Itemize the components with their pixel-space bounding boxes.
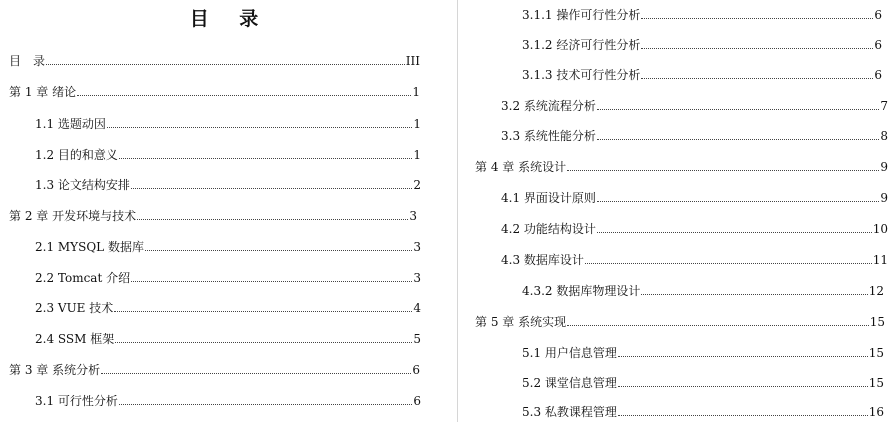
toc-entry-page: 4: [413, 301, 421, 315]
dot-leader: [46, 64, 405, 65]
toc-entry-page: 5: [413, 332, 421, 346]
toc-entry-label: 4.1 界面设计原则: [501, 191, 596, 205]
toc-entry-label: 4.2 功能结构设计: [501, 222, 596, 236]
toc-entry-5-2[interactable]: [522, 375, 884, 391]
toc-entry-page: 2: [413, 178, 421, 192]
toc-entry-chapter-1[interactable]: [9, 84, 420, 100]
toc-entry-chapter-3[interactable]: [9, 362, 420, 378]
toc-entry-page: 3: [413, 240, 421, 254]
toc-entry-label: 3.3 系统性能分析: [501, 129, 596, 143]
toc-entry-2-4[interactable]: [35, 331, 421, 347]
dot-leader: [618, 386, 868, 387]
toc-entry-label: 第 4 章 系统设计: [475, 160, 567, 174]
dot-leader: [641, 78, 873, 79]
toc-entry-label: 目 录: [9, 54, 46, 68]
dot-leader: [597, 109, 879, 110]
toc-entry-label: 第 2 章 开发环境与技术: [9, 209, 137, 223]
dot-leader: [585, 263, 872, 264]
toc-entry-label: 1.3 论文结构安排: [35, 178, 130, 192]
toc-entry-chapter-4[interactable]: [475, 159, 888, 175]
toc-entry-page: 6: [412, 363, 420, 377]
dot-leader: [597, 232, 872, 233]
toc-entry-page: 16: [868, 405, 884, 419]
dot-leader: [119, 158, 412, 159]
toc-entry-label: 3.1.2 经济可行性分析: [522, 38, 641, 52]
toc-entry-label: 3.1 可行性分析: [35, 394, 118, 408]
toc-entry-page: 6: [874, 38, 882, 52]
dot-leader: [618, 356, 868, 357]
toc-entry-5-3[interactable]: [522, 404, 884, 420]
toc-entry-label: 3.1.3 技术可行性分析: [522, 68, 641, 82]
toc-page-right: [468, 0, 888, 422]
toc-entry-page: 8: [880, 129, 888, 143]
dot-leader: [119, 404, 412, 405]
toc-entry-label: 5.2 课堂信息管理: [522, 376, 617, 390]
toc-entry-3-1[interactable]: [35, 393, 421, 409]
toc-entry-label: 2.3 VUE 技术: [35, 301, 114, 315]
toc-entry-2-2[interactable]: [35, 270, 421, 286]
toc-entry-4-3-2[interactable]: [522, 283, 884, 299]
toc-title: 目 录: [189, 8, 271, 30]
toc-entry-3-1-1[interactable]: [522, 7, 882, 23]
toc-entry-5-1[interactable]: [522, 345, 884, 361]
dot-leader: [641, 294, 867, 295]
toc-entry-4-3[interactable]: [501, 252, 888, 268]
toc-entry-4-1[interactable]: [501, 190, 888, 206]
toc-entry-label: 5.3 私教课程管理: [522, 405, 617, 419]
toc-entry-page: 15: [868, 346, 884, 360]
toc-entry-chapter-2[interactable]: [9, 208, 417, 224]
toc-entry-page: 10: [872, 222, 888, 236]
toc-entry-label: 4.3 数据库设计: [501, 253, 584, 267]
toc-entry-page: 12: [868, 284, 884, 298]
toc-entry-page: 1: [413, 117, 421, 131]
toc-entry-chapter-5[interactable]: [475, 314, 885, 330]
toc-entry-page: 15: [869, 315, 885, 329]
dot-leader: [137, 219, 408, 220]
toc-entry-2-3[interactable]: [35, 300, 421, 316]
toc-entry-label: 1.2 目的和意义: [35, 148, 118, 162]
dot-leader: [114, 311, 412, 312]
toc-entry-label: 3.1.1 操作可行性分析: [522, 8, 641, 22]
toc-entry-label: 1.1 选题动因: [35, 117, 106, 131]
toc-entry-label: 第 1 章 绪论: [9, 85, 77, 99]
toc-entry-1-1[interactable]: [35, 116, 421, 132]
toc-entry-4-2[interactable]: [501, 221, 888, 237]
dot-leader: [618, 415, 868, 416]
toc-entry-label: 第 5 章 系统实现: [475, 315, 567, 329]
dot-leader: [567, 170, 879, 171]
toc-entry-page: 11: [872, 253, 888, 267]
dot-leader: [131, 188, 412, 189]
toc-entry-label: 2.2 Tomcat 介绍: [35, 271, 131, 285]
dot-leader: [641, 48, 873, 49]
toc-entry-page: 3: [413, 271, 421, 285]
toc-entry-label: 3.2 系统流程分析: [501, 99, 596, 113]
toc-entry-page: 6: [874, 8, 882, 22]
toc-entry-page: 6: [413, 394, 421, 408]
toc-entry-page: 9: [880, 191, 888, 205]
page-gutter: [448, 0, 468, 422]
page-divider: [457, 0, 458, 422]
dot-leader: [101, 373, 411, 374]
toc-entry-label: 4.3.2 数据库物理设计: [522, 284, 641, 298]
toc-entry-2-1[interactable]: [35, 239, 421, 255]
toc-entry-3-3[interactable]: [501, 128, 888, 144]
toc-entry-3-1-2[interactable]: [522, 37, 882, 53]
toc-entry-page: 7: [880, 99, 888, 113]
dot-leader: [567, 325, 869, 326]
toc-entry-page: 1: [412, 85, 420, 99]
dot-leader: [107, 127, 412, 128]
toc-entry-1-2[interactable]: [35, 147, 421, 163]
toc-entry-label: 2.4 SSM 框架: [35, 332, 115, 346]
toc-entry-page: 3: [409, 209, 417, 223]
toc-entry-label: 第 3 章 系统分析: [9, 363, 101, 377]
dot-leader: [597, 201, 879, 202]
toc-entry-page: 6: [874, 68, 882, 82]
toc-entry-page: 9: [880, 160, 888, 174]
toc-entry-page: 15: [868, 376, 884, 390]
toc-entry-contents[interactable]: [9, 53, 420, 69]
toc-entry-label: 5.1 用户信息管理: [522, 346, 617, 360]
toc-entry-page: 1: [413, 148, 421, 162]
toc-entry-3-2[interactable]: [501, 98, 888, 114]
dot-leader: [641, 18, 873, 19]
toc-entry-1-3[interactable]: [35, 177, 421, 193]
toc-entry-3-1-3[interactable]: [522, 67, 882, 83]
dot-leader: [597, 139, 879, 140]
toc-entry-page: III: [405, 54, 420, 68]
dot-leader: [145, 250, 412, 251]
dot-leader: [77, 95, 411, 96]
toc-entry-label: 2.1 MYSQL 数据库: [35, 240, 144, 254]
dot-leader: [131, 281, 412, 282]
dot-leader: [115, 342, 412, 343]
